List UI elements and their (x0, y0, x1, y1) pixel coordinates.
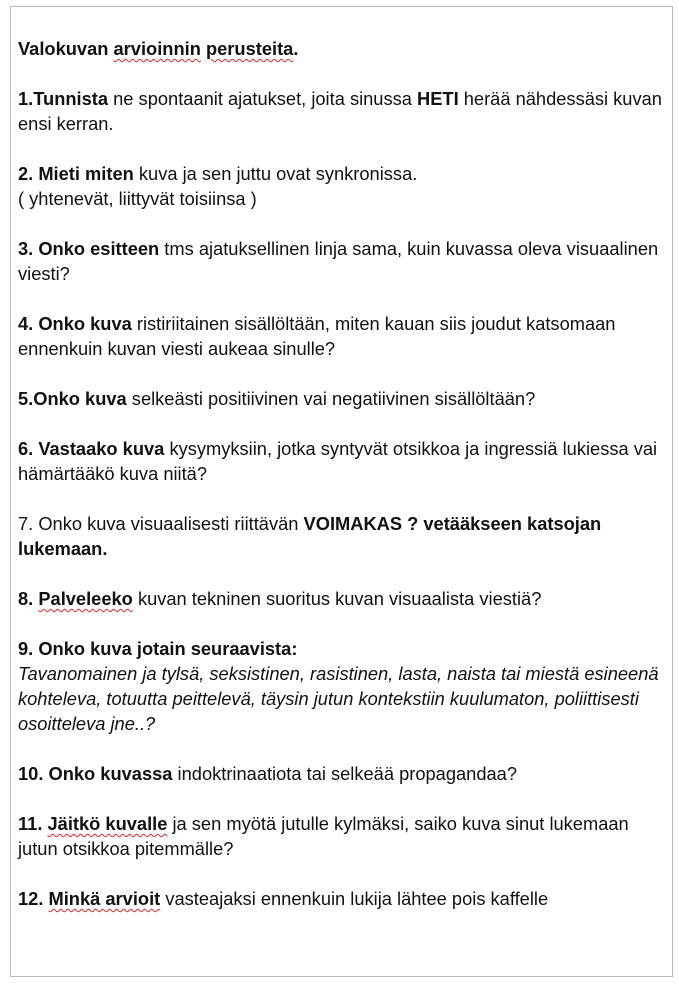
item-heading: 6. Vastaako kuva (18, 438, 165, 459)
item-heading: 3. Onko esitteen (18, 238, 160, 259)
item-text: kuva ja sen juttu ovat synkronissa. (133, 163, 418, 184)
item-text: kuvan tekninen suoritus kuvan visuaalista viestiä? (132, 588, 542, 609)
document-title (18, 36, 663, 61)
list-item (18, 886, 663, 911)
item-text: selkeästi positiivinen vai negatiivinen sisällöltään? (126, 388, 536, 409)
item-text: ja sen myötä jutulle kylmäksi, saiko kuva sinut lukemaan jutun otsikkoa pitemmälle? (18, 813, 629, 859)
item-text: herää nähdessäsi kuvan ensi kerran. (18, 88, 662, 134)
list-item (18, 761, 663, 786)
item-heading: 9. Onko kuva jotain seuraavista: (18, 638, 298, 659)
item-number: 12. (18, 888, 49, 909)
item-emphasis: VOIMAKAS ? vetääkseen katsojan lukemaan. (18, 513, 602, 559)
item-text: ristiriitainen sisällöltään, miten kauan siis joudut katsomaan ennenkuin kuvan viesti aukeaa sinulle? (18, 313, 616, 359)
item-heading: 2. Mieti miten (18, 163, 134, 184)
title-text: Valokuvan (18, 38, 114, 59)
list-item (18, 636, 663, 736)
item-heading: Palveleeko (38, 588, 133, 609)
list-item (18, 386, 663, 411)
item-text: indoktrinaatiota tai selkeää propagandaa? (172, 763, 518, 784)
item-note: ( yhtenevät, liittyvät toisiinsa ) (18, 188, 257, 209)
list-item (18, 436, 663, 486)
item-heading: Minkä arvioit (48, 888, 161, 909)
document-body (18, 36, 663, 936)
item-text: kysymyksiin, jotka syntyvät otsikkoa ja ingressiä lukiessa vai hämärtääkö kuva niitä? (18, 438, 658, 484)
list-item (18, 236, 663, 286)
item-number: 11. (18, 813, 48, 834)
item-text: 7. Onko kuva visuaalisesti riittävän (18, 513, 304, 534)
item-emphasis: HETI (417, 88, 459, 109)
list-item (18, 161, 663, 211)
item-text: vasteajaksi ennenkuin lukija lähtee pois kaffelle (160, 888, 549, 909)
title-period: . (293, 38, 299, 59)
item-heading: 4. Onko kuva (18, 313, 132, 334)
item-heading: 5.Onko kuva (18, 388, 127, 409)
list-item (18, 511, 663, 561)
item-italic-text: Tavanomainen ja tylsä, seksistinen, rasistinen, lasta, naista tai miestä esineenä kohteleva, totuutta peittelevä, täysin jutun kontekstiin kuulumaton, poliittisesti osoitteleva jne..? (18, 663, 659, 734)
item-heading: 10. Onko kuvassa (18, 763, 173, 784)
title-word: perusteita (205, 38, 294, 59)
item-text: tms ajatuksellinen linja sama, kuin kuvassa oleva visuaalinen viesti? (18, 238, 659, 284)
item-heading: 1.Tunnista (18, 88, 109, 109)
item-number: 8. (18, 588, 39, 609)
item-heading: Jäitkö kuvalle (47, 813, 168, 834)
list-item (18, 311, 663, 361)
item-text: ne spontaanit ajatukset, joita sinussa (108, 88, 418, 109)
list-item (18, 811, 663, 861)
list-item (18, 86, 663, 136)
title-word: arvioinnin (113, 38, 201, 59)
list-item (18, 586, 663, 611)
